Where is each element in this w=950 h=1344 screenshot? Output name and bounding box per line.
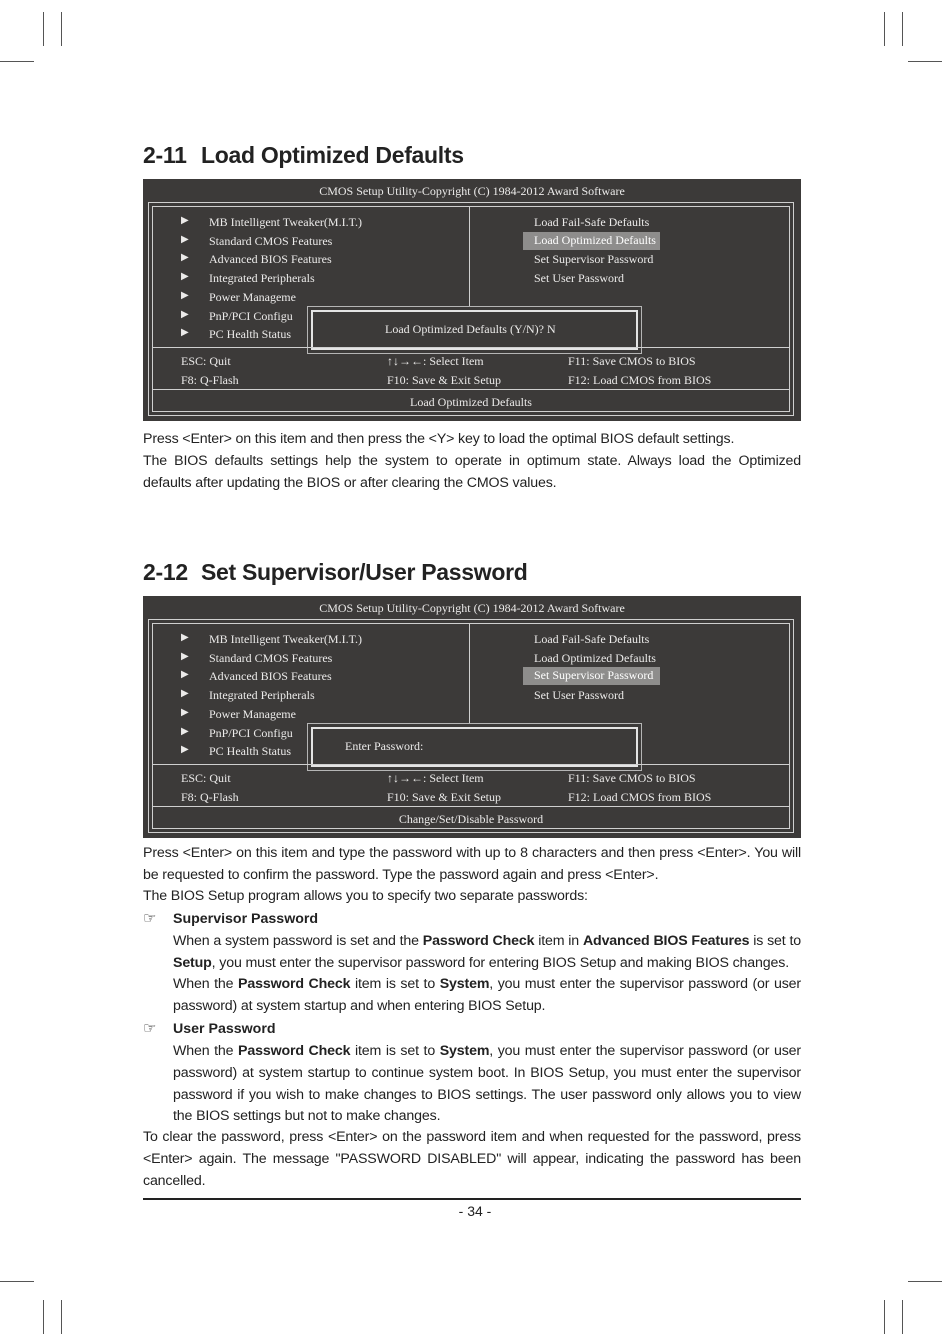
- bios-screen: [143, 596, 801, 838]
- menu-item[interactable]: Load Fail-Safe Defaults: [534, 632, 650, 646]
- paragraph: To clear the password, press <Enter> on the password item and when requested for the password, press <Enter> again. The message "PASSWORD DISABLED" will appear, indicating the password has been cancelled.: [143, 1129, 801, 1189]
- key-hint: F8: Q-Flash: [181, 790, 239, 804]
- key-hint: ESC: Quit: [181, 771, 231, 785]
- footer-rule: [143, 1198, 801, 1200]
- paragraph: When the Password Check item is set to System, you must enter the supervisor password (or user password) at system startup to continue system boot. In BIOS Setup, you must enter the supervisor password if you wish to make changes to BIOS settings. The user password only allows you to view the BIOS settings but not to make changes.: [173, 1043, 802, 1125]
- key-hint: ↑↓→←: Select Item: [387, 771, 484, 785]
- dialog-text: Load Optimized Defaults (Y/N)? N: [385, 322, 556, 336]
- arrow-right-icon: ▶: [181, 327, 189, 338]
- paragraph: The BIOS Setup program allows you to specify two separate passwords:: [143, 888, 588, 904]
- section-title: Load Optimized Defaults: [201, 142, 464, 168]
- key-hint: F10: Save & Exit Setup: [387, 790, 501, 804]
- menu-item-selected[interactable]: Set Supervisor Password: [523, 667, 660, 685]
- arrow-right-icon: ▶: [181, 651, 189, 662]
- menu-item-selected[interactable]: Load Optimized Defaults: [523, 232, 660, 250]
- bios-title: CMOS Setup Utility-Copyright (C) 1984-2012 Award Software: [319, 601, 625, 615]
- bios-screen: [143, 179, 801, 421]
- section-heading: [143, 142, 464, 169]
- key-hint: F10: Save & Exit Setup: [387, 373, 501, 387]
- menu-item[interactable]: Load Fail-Safe Defaults: [534, 215, 650, 229]
- dialog-text: Enter Password:: [345, 739, 424, 753]
- arrow-right-icon: ▶: [181, 726, 189, 737]
- paragraph: When the Password Check item is set to System, you must enter the supervisor password (or user password) at system startup and when entering BIOS Setup.: [173, 976, 802, 1014]
- menu-item[interactable]: Load Optimized Defaults: [534, 651, 656, 665]
- arrow-right-icon: ▶: [181, 669, 189, 680]
- bullet-heading: ☞ Supervisor Password: [143, 910, 319, 927]
- arrow-right-icon: ▶: [181, 234, 189, 245]
- section-number: 2-12: [143, 559, 188, 585]
- menu-item[interactable]: Set Supervisor Password: [534, 252, 654, 266]
- bios-title: CMOS Setup Utility-Copyright (C) 1984-2012 Award Software: [319, 184, 625, 198]
- arrow-right-icon: ▶: [181, 632, 189, 643]
- arrow-right-icon: ▶: [181, 271, 189, 282]
- paragraph: Press <Enter> on this item and type the password with up to 8 characters and then press <Enter>. You will be requested to confirm the password. Type the password again and press <Enter>.: [143, 845, 801, 883]
- menu-item[interactable]: Set User Password: [534, 688, 624, 702]
- key-hint: F12: Load CMOS from BIOS: [568, 373, 712, 387]
- key-hint: F11: Save CMOS to BIOS: [568, 771, 696, 785]
- arrow-right-icon: ▶: [181, 290, 189, 301]
- arrow-right-icon: ▶: [181, 215, 189, 226]
- key-hint: F8: Q-Flash: [181, 373, 239, 387]
- paragraph: Press <Enter> on this item and then press the <Y> key to load the optimal BIOS default settings.: [143, 431, 735, 447]
- pointing-hand-icon: ☞: [143, 1020, 157, 1037]
- status-bar: Change/Set/Disable Password: [398, 812, 544, 826]
- key-hint: ↑↓→←: Select Item: [387, 354, 484, 368]
- page-number: - 34 -: [458, 1203, 492, 1219]
- paragraph: When a system password is set and the Password Check item in Advanced BIOS Features is set to Setup, you must enter the supervisor password for entering BIOS Setup and making BIOS changes.: [173, 933, 801, 971]
- paragraph: The BIOS defaults settings help the system to operate in optimum state. Always load the Optimized defaults after updating the BIOS or after clearing the CMOS values.: [143, 453, 801, 491]
- bullet-heading: ☞ User Password: [143, 1020, 276, 1037]
- arrow-right-icon: ▶: [181, 309, 189, 320]
- section-number: 2-11: [143, 142, 187, 168]
- key-hint: ESC: Quit: [181, 354, 231, 368]
- arrow-right-icon: ▶: [181, 688, 189, 699]
- pointing-hand-icon: ☞: [143, 910, 157, 927]
- key-hint: F12: Load CMOS from BIOS: [568, 790, 712, 804]
- menu-item[interactable]: Set User Password: [534, 271, 624, 285]
- section-heading: [143, 559, 528, 586]
- status-bar: Load Optimized Defaults: [410, 395, 532, 409]
- arrow-right-icon: ▶: [181, 744, 189, 755]
- key-hint: F11: Save CMOS to BIOS: [568, 354, 696, 368]
- section-title: Set Supervisor/User Password: [201, 559, 528, 585]
- arrow-right-icon: ▶: [181, 252, 189, 263]
- bios-frame: ▶ MB Intelligent Tweaker(M.I.T.) ▶ Standard CMOS Features ▶ Advanced BIOS Features ▶ Integrated Peripherals ▶ Power Manageme ▶ PnP/PCI Configu ▶ PC Health Status Load Fail-Safe Defaults Load Optimized Defaults Set Supervisor Password Set User Password Enter Password: ESC: Quit ↑↓→←: Select Item F11: Save CMOS to BIOS F8: Q-Flash F10: Save & Exit Setup F12: Load CMOS from BIOS Change/Set/Disable Password: [148, 619, 794, 833]
- bios-frame: ▶ MB Intelligent Tweaker(M.I.T.) ▶ Standard CMOS Features ▶ Advanced BIOS Features ▶ Integrated Peripherals ▶ Power Manageme ▶ PnP/PCI Configu ▶ PC Health Status Load Fail-Safe Defaults Load Optimized Defaults Set Supervisor Password Set User Password Load Optimized Defaults (Y/N)? N ESC: Quit ↑↓→←: Select Item F11: Save CMOS to BIOS F8: Q-Flash F10: Save & Exit Setup F12: Load CMOS from BIOS Load Optimized Defaults: [148, 202, 794, 416]
- arrow-right-icon: ▶: [181, 707, 189, 718]
